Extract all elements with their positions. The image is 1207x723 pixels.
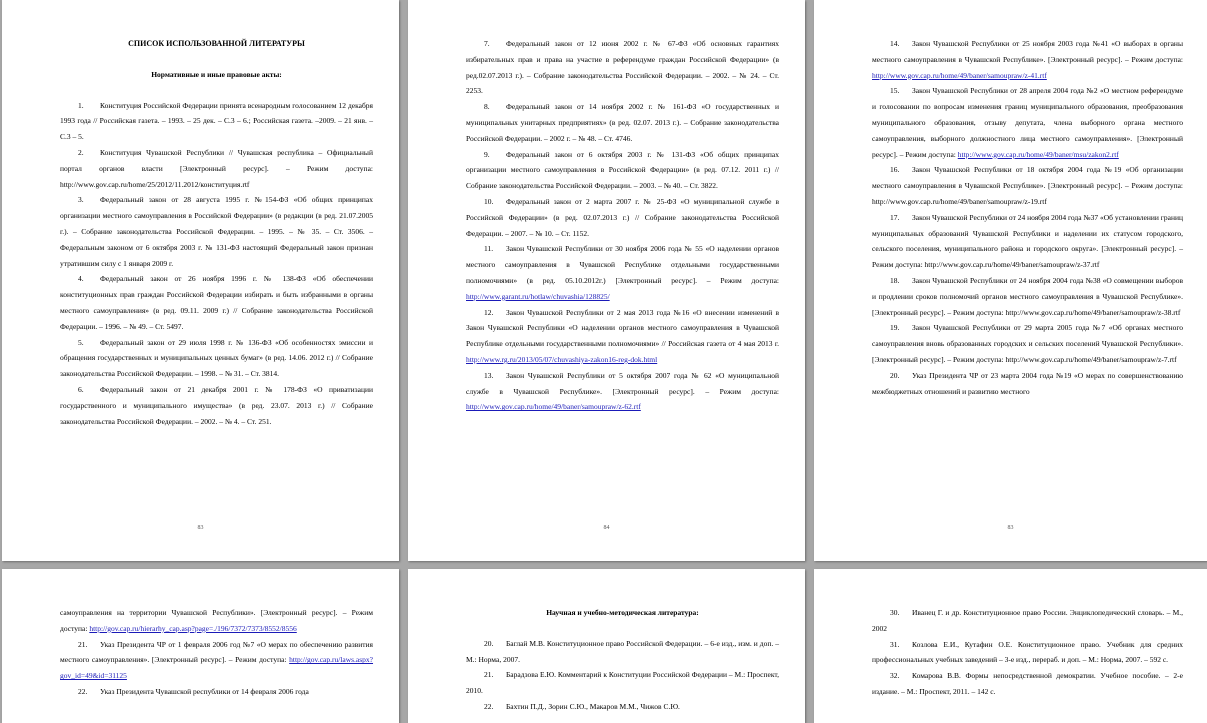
bibliography-entry [872, 210, 1183, 273]
bibliography-list [60, 98, 373, 430]
reference-link[interactable]: http://gov.cap.ru/hierarhy_cap.asp?page=./196/7372/7373/8552/8556 [89, 623, 297, 633]
bibliography-list [60, 637, 373, 700]
entry-text: Указ Президента Чувашской республики от 14 февраля 2006 года [100, 686, 309, 696]
bibliography-entry [60, 684, 373, 700]
entry-text: Указ Президента ЧР от 23 марта 2004 года №19 «О мерах по совершенствованию межбюджетных отношений и развитию местного [872, 370, 1183, 396]
entry-number: 21. [78, 639, 88, 649]
document-page-3 [814, 0, 1207, 561]
entry-number: 1. [78, 100, 84, 110]
entry-number: 19. [890, 323, 900, 333]
bibliography-entry [466, 147, 779, 194]
section-subheading: Научная и учебно-методическая литература: [546, 608, 699, 617]
entry-number: 6. [78, 384, 84, 394]
bibliography-entry [872, 162, 1183, 209]
entry-text: Закон Чувашской Республики от 24 ноября 2004 года №38 «О совмещении выборов и продлении сроков полномочий органов местного самоуправления в Чувашской Республике». [Электронный ресурс]. – Режим доступа: http://www.gov.cap.ru/home/49/baner/samoupraw/z-38.rtf [872, 275, 1183, 317]
bibliography-entry [872, 368, 1183, 400]
entry-text: Закон Чувашской Республики от 25 ноября 2003 года №41 «О выборах в органы местного самоуправления в Чувашской Республике». [Электронный ресурс]. – Режим доступа: [872, 39, 1183, 64]
entry-number: 4. [78, 274, 84, 284]
entry-text: Козлова Е.И., Кутафин О.Е. Конституционное право. Учебник для средних профессиональных учебных заведений – 3-е изд., перераб. и доп. – М.: Норма, 2007. – 592 с. [872, 639, 1183, 665]
bibliography-entry [466, 194, 779, 241]
page-number: 83 [1007, 525, 1014, 531]
bibliography-entry [466, 241, 779, 304]
entry-text: Федеральный закон от 6 октября 2003 г. № 131-ФЗ «Об общих принципах организации местного самоуправления в Российской Федерации» (в ред. 07.12. 2011 г.) // Собрание законодательства Российской Федерации. – 2003. – № 40. – Ст. 3822. [466, 149, 779, 191]
entry-number: 8. [484, 102, 490, 112]
page-number: 83 [197, 525, 204, 531]
bibliography-entry [466, 667, 779, 699]
entry-number: 32. [890, 671, 900, 681]
bibliography-entry [872, 273, 1183, 320]
bibliography-entry [60, 382, 373, 429]
bibliography-list [466, 36, 779, 415]
entry-number: 7. [484, 39, 490, 48]
entry-number: 20. [484, 638, 494, 648]
entry-text: Комарова В.В. Формы непосредственной демократии. Учебное пособие. – 2-е издание. – М.: Проспект, 2011. – 142 с. [872, 671, 1183, 696]
entry-number: 30. [890, 608, 900, 617]
bibliography-entry [872, 637, 1183, 669]
entry-text: Федеральный закон от 29 июля 1998 г. № 136-ФЗ «Об особенностях эмиссии и обращения государственных и муниципальных ценных бумаг» (в ред. 14.06. 2012 г.) // Собрание законодательства Российской Федерации. – 1998. – № 31. – Ст. 3814. [60, 337, 373, 379]
bibliography-entry [60, 98, 373, 145]
entry-number: 9. [484, 149, 490, 159]
reference-link[interactable]: http://www.garant.ru/hotlaw/chuvashia/128825/ [466, 291, 610, 301]
entry-text: Барадзова Е.Ю. Комментарий к Конституции Российской Федерации – М.: Проспект, 2010. [466, 670, 779, 696]
entry-text: Закон Чувашской Республики от 28 апреля 2004 года №2 «О местном референдуме и голосовании по вопросам изменения границ муниципального образования, преобразования муниципального образования, отзыву депутата, члена выборного органа местного самоуправления, выборного должностного лица местного самоуправления». [Электронный ресурс]. – Режим доступа: [872, 86, 1183, 159]
entry-text: Закон Чувашской Республики от 24 ноября 2004 года №37 «Об установлении границ муниципальных образований Чувашской Республики и наделении их статусом городского, сельского поселения, муниципального района и городского округа». [Электронный ресурс]. – Режим доступа: http://www.gov.cap.ru/home/49/baner/samoupraw/z-37.rtf [872, 212, 1183, 270]
page-body [60, 36, 373, 429]
entry-number: 22. [484, 701, 494, 711]
entry-text: Закон Чувашской Республики от 5 октября 2007 года № 62 «О муниципальной службе в Чувашской Республике». [Электронный ресурс]. – Режим доступа: [466, 370, 779, 396]
page-number: 84 [603, 525, 610, 531]
bibliography-list [466, 636, 779, 715]
bibliography-entry [872, 605, 1183, 637]
entry-text: Конституция Чувашской Республики // Чувашская республика – Официальный портал органов власти [Электронный ресурс]. – Режим доступа: http://www.gov.cap.ru/home/25/2012/11.2012/конституция.rtf [60, 147, 373, 189]
bibliography-entry [466, 699, 779, 715]
entry-number: 20. [890, 370, 900, 380]
entry-text: Закон Чувашской Республики от 2 мая 2013 года №16 «О внесении изменений в Закон Чувашской Республики «О наделении органов местного самоуправления в Чувашской Республике отдельными государственными полномочиями» // Российская газета от 4 мая 2013 г. [466, 307, 779, 349]
page-body [60, 605, 373, 700]
bibliography-entry [466, 368, 779, 415]
entry-text: Федеральный закон от 2 марта 2007 г. № 25-ФЗ «О муниципальной службе в Российской Федерации» (в ред. 02.07.2013 г.) // Собрание законодательства Российской Федерации. – 2007. – № 10. – Ст. 1152. [466, 196, 779, 238]
entry-number: 15. [890, 86, 900, 96]
page-body [872, 605, 1183, 700]
continued-paragraph [60, 605, 373, 637]
entry-number: 17. [890, 212, 900, 222]
entry-text: Закон Чувашской Республики от 29 марта 2005 года №7 «Об органах местного самоуправления вновь образованных городских и сельских поселений Чувашской Республики». [Электронный ресурс]. – Режим доступа: http://www.gov.cap.ru/home/49/baner/samoupraw/z-7.rtf [872, 323, 1183, 364]
bibliography-entry [466, 36, 779, 99]
entry-text: Баглай М.В. Конституционное право Российской Федерации. – 6-е изд., изм. и доп. – М.: Норма, 2007. [466, 638, 779, 664]
entry-number: 2. [78, 147, 84, 157]
entry-number: 31. [890, 639, 900, 649]
entry-text: Федеральный закон от 14 ноября 2002 г. № 161-ФЗ «О государственных и муниципальных унитарных предприятиях» (в ред. 02.07. 2013 г.). – Собрание законодательства Российской Федерации. – 2002 г. – № 48. – Ст. 4746. [466, 102, 779, 143]
document-page-4 [2, 569, 399, 723]
entry-text: Закон Чувашской Республики от 18 октября 2004 года №19 «Об организации местного самоуправления в Чувашской Республике». [Электронный ресурс]. – Режим доступа: http://www.gov.cap.ru/home/49/baner/samoupraw/z-19.rtf [872, 165, 1183, 206]
continued-text: самоуправления на территории Чувашской Республики». [Электронный ресурс]. – Режим доступа: [60, 608, 373, 633]
bibliography-entry [60, 271, 373, 334]
page-body [466, 36, 779, 415]
entry-number: 21. [484, 670, 494, 680]
bibliography-entry [466, 305, 779, 368]
bibliography-entry [466, 636, 779, 668]
document-page-5 [408, 569, 805, 723]
entry-text: Федеральный закон от 26 ноября 1996 г. № 138-ФЗ «Об обеспечении конституционных прав граждан Российской Федерации избирать и быть избранными в органы местного самоуправления» (в ред. 09.11. 2009 г.) // Собрание законодательства Российской Федерации. – 1996. – № 49. – Ст. 5497. [60, 274, 373, 331]
entry-text: Бахтин П.Д., Зорин С.Ю., Макаров М.М., Чижов С.Ю. [506, 701, 680, 711]
reference-link[interactable]: http://gov.cap.ru/laws.aspx?gov_id=49&id=31125 [60, 655, 374, 681]
entry-text: Указ Президента ЧР от 1 февраля 2006 год №7 «О мерах по обеспечению развития местного самоуправления». [Электронный ресурс]. – Режим доступа: [60, 639, 373, 665]
entry-text: Федеральный закон от 21 декабря 2001 г. № 178-ФЗ «О приватизации государственного и муниципального имущества» (в ред. 23.07. 2013 г.) // Собрание законодательства Российской Федерации. – 2002. – № 4. – Ст. 251. [60, 384, 373, 426]
reference-link[interactable]: http://www.gov.cap.ru/home/49/baner/msu/zakon2.rtf [957, 149, 1119, 159]
bibliography-list [872, 605, 1183, 700]
page-heading: СПИСОК ИСПОЛЬЗОВАННОЙ ЛИТЕРАТУРЫ [128, 39, 305, 48]
section-subheading: Нормативные и иные правовые акты: [151, 69, 282, 79]
bibliography-entry [872, 668, 1183, 700]
entry-text: Федеральный закон от 12 июня 2002 г. № 67-ФЗ «Об основных гарантиях избирательных прав и права на участие в референдуме граждан Российской Федерации» (в ред.02.07.2013 г.). – Собрание законодательства Российской Федерации. – 2002. – № 24. – Ст. 2253. [466, 39, 779, 96]
entry-text: Федеральный закон от 28 августа 1995 г. №154-ФЗ «Об общих принципах организации местного самоуправления в Российской Федерации» (в редакции (в ред. 21.07.2005 г.). – Собрание законодательства Российской Федерации. – 1995. – № 35. – Ст. 3506. – Федеральным законом от 6 октября 2003 г. № 131-ФЗ настоящий Федеральный закон признан утратившим силу с 1 января 2009 г. [60, 195, 373, 268]
entry-number: 18. [890, 275, 900, 285]
document-page-6 [814, 569, 1207, 723]
entry-number: 11. [484, 244, 494, 254]
entry-text: Иванец Г. и др. Конституционное право России. Энциклопедический словарь. – М., 2002 [872, 608, 1183, 633]
reference-link[interactable]: http://www.gov.cap.ru/home/49/baner/samoupraw/z-41.rtf [872, 70, 1047, 80]
entry-number: 22. [78, 686, 88, 696]
entry-number: 3. [78, 195, 84, 205]
reference-link[interactable]: http://www.rg.ru/2013/05/07/chuvashiya-zakon16-reg-dok.html [466, 354, 658, 364]
bibliography-entry [466, 99, 779, 146]
entry-text: Конституция Российской Федерации принята всенародным голосованием 12 декабря 1993 года // Российская газета. – 1993. – 25 дек. – С.3 – 6.; Российская газета. –2009. – 21 янв. – С.3 – 5. [60, 100, 373, 142]
entry-number: 12. [484, 307, 494, 317]
bibliography-entry [872, 36, 1183, 83]
bibliography-entry [60, 335, 373, 382]
reference-link[interactable]: http://www.gov.cap.ru/home/49/baner/samoupraw/z-62.rtf [466, 402, 641, 412]
entry-number: 13. [484, 370, 494, 380]
document-page-2 [408, 0, 805, 561]
bibliography-entry [60, 192, 373, 271]
entry-number: 5. [78, 337, 84, 347]
page-body [872, 36, 1183, 399]
entry-number: 14. [890, 39, 900, 48]
entry-text: Закон Чувашской Республики от 30 ноября 2006 года № 55 «О наделении органов местного самоуправления в Чувашской Республике отдельными государственными полномочиями» (в ред. 05.10.2012г.) [Электронный ресурс]. – Режим доступа: [466, 244, 779, 285]
bibliography-list [872, 36, 1183, 399]
entry-number: 10. [484, 196, 494, 206]
bibliography-entry [60, 637, 373, 684]
bibliography-entry [60, 145, 373, 192]
document-page-1 [2, 0, 399, 561]
entry-number: 16. [890, 165, 900, 175]
bibliography-entry [872, 320, 1183, 367]
bibliography-entry [872, 83, 1183, 162]
page-body [466, 605, 779, 715]
